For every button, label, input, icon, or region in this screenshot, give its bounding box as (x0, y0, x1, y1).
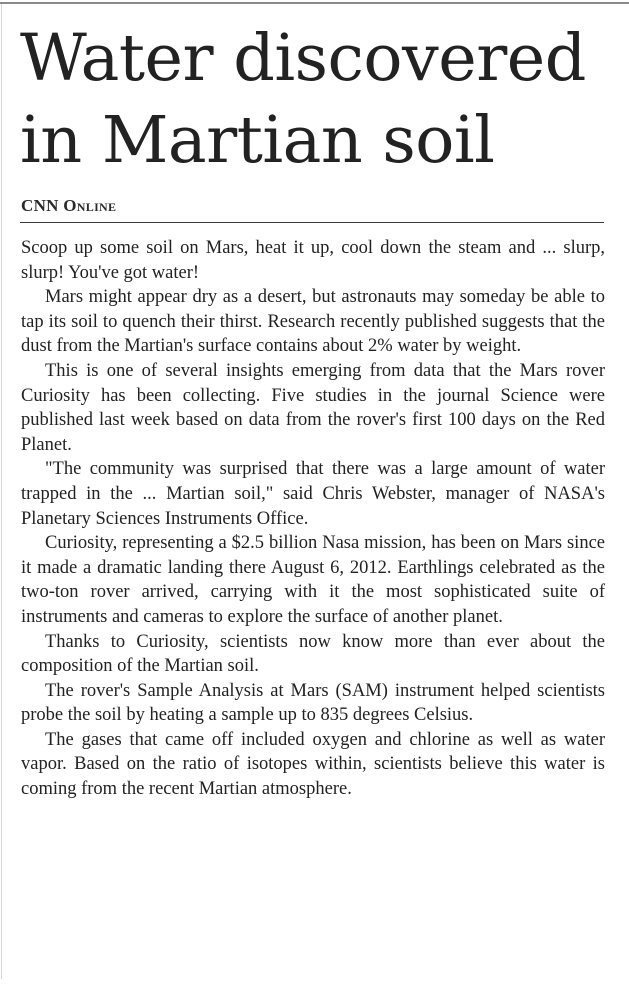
paragraph-6: Thanks to Curiosity, scientists now know more than ever about the composition of the Martian soil. (21, 631, 605, 677)
headline-line-2: in Martian soil (20, 103, 495, 178)
headline (20, 18, 620, 182)
paragraph-3: This is one of several insights emerging from data that the Mars rover Curiosity has been collecting. Five studies in the journal Science were published last week based on data from the rover's first 100 days on the Red Planet. (21, 360, 605, 455)
paragraph-1: Scoop up some soil on Mars, heat it up, cool down the steam and ... slurp, slurp! You've got water! (21, 238, 605, 283)
paragraph-8: The gases that came off included oxygen and chlorine as well as water vapor. Based on the ratio of isotopes within, scientists believe this water is coming from the recent Martian atmosphere. (21, 729, 605, 800)
paragraph-2: Mars might appear dry as a desert, but astronauts may someday be able to tap its soil to quench their thirst. Research recently published suggests that the dust from the Martian's surface contains about 2% water by weight. (21, 287, 605, 357)
paragraph-7: The rover's Sample Analysis at Mars (SAM) instrument helped scientists probe the soil by heating a sample up to 835 degrees Celsius. (21, 680, 605, 726)
left-border-rule (1, 4, 2, 979)
paragraph-4: "The community was surprised that there was a large amount of water trapped in the ... Martian soil," said Chris Webster, manager of NASA's Planetary Sciences Instruments Office. (21, 459, 605, 529)
article-body (21, 236, 605, 802)
paragraph-5: Curiosity, representing a $2.5 billion Nasa mission, has been on Mars since it made a dramatic landing there August 6, 2012. Earthlings celebrated as the two-ton rover arrived, carrying with it the most sophisticated suite of instruments and cameras to explore the surface of another planet. (21, 533, 605, 627)
top-border-rule (0, 2, 629, 4)
byline: CNN Online (21, 196, 117, 215)
byline-divider (20, 222, 604, 223)
headline-line-1: Water discovered (20, 21, 586, 96)
